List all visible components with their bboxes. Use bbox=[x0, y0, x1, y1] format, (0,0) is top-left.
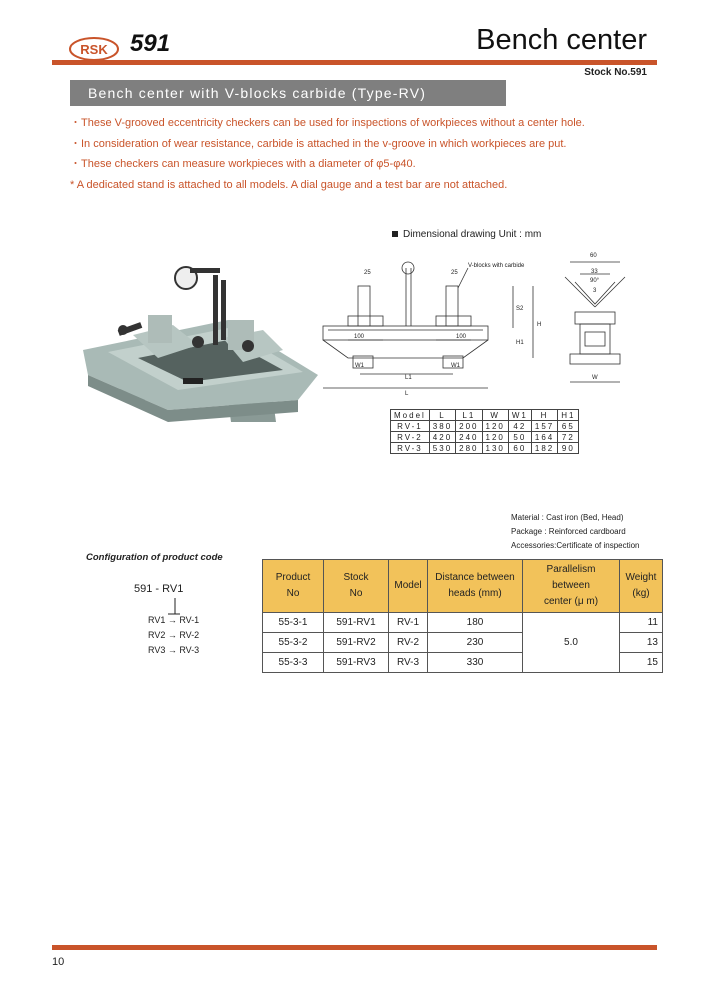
table-header-row: Model L L1 W W1 H H1 bbox=[391, 410, 579, 421]
dim-label-w: W bbox=[592, 375, 598, 381]
dim-label-100b: 100 bbox=[456, 334, 467, 340]
feature-item: ・These V-grooved eccentricity checkers can be used for inspections of workpieces without a center hole. bbox=[70, 117, 585, 129]
square-bullet-icon bbox=[392, 231, 398, 237]
config-title: Configuration of product code bbox=[86, 552, 223, 563]
dim-label-3: 3 bbox=[593, 288, 597, 294]
config-map-item: RV3 → RV-3 bbox=[148, 645, 200, 655]
page-number: 10 bbox=[52, 956, 65, 968]
model-number: 591 bbox=[130, 30, 171, 57]
col-parallelism: Parallelism between center (μ m) bbox=[523, 560, 620, 613]
dim-label-s2: S2 bbox=[516, 306, 524, 312]
section-banner: Bench center with V-blocks carbide (Type-RV) bbox=[70, 80, 506, 106]
feature-item: ・These checkers can measure workpieces with a diameter of φ5-φ40. bbox=[70, 158, 416, 170]
dim-label-l1: L1 bbox=[405, 375, 412, 381]
col-weight: Weight (kg) bbox=[620, 560, 663, 613]
dim-label-h: H bbox=[537, 322, 542, 328]
dim-label-25b: 25 bbox=[451, 270, 458, 276]
dim-label-w1b: W1 bbox=[451, 363, 460, 369]
table-header-row bbox=[263, 560, 663, 613]
feature-item: ・In consideration of wear resistance, carbide is attached in the v-groove in which workpieces are put. bbox=[70, 137, 567, 150]
rsk-logo bbox=[68, 36, 120, 62]
end-view-drawing bbox=[560, 252, 640, 392]
dim-label-33: 33 bbox=[591, 269, 598, 275]
product-photo bbox=[78, 250, 318, 435]
table-row: 55-3-2 591-RV2 RV-2 230 13 bbox=[263, 633, 663, 653]
table-row: RV-3 530 280 130 60 182 90 bbox=[391, 443, 579, 454]
parallelism-value: 5.0 bbox=[523, 613, 620, 673]
table-row: RV-1 380 200 120 42 157 65 bbox=[391, 421, 579, 432]
stock-label: Stock No.591 bbox=[584, 67, 647, 78]
product-table bbox=[262, 559, 663, 673]
feature-item: * A dedicated stand is attached to all models. A dial gauge and a test bar are not attached. bbox=[70, 178, 508, 191]
drawing-title: Dimensional drawing Unit : mm bbox=[392, 229, 541, 240]
config-map-item: RV2 → RV-2 bbox=[148, 630, 200, 640]
dim-label-60: 60 bbox=[590, 253, 597, 259]
accessories-line: Accessories:Certificate of inspection bbox=[511, 541, 640, 550]
dimension-table bbox=[390, 409, 579, 454]
dim-label-90deg: 90° bbox=[590, 278, 600, 284]
table-row: 55-3-1 591-RV1 RV-1 180 5.0 11 bbox=[263, 613, 663, 633]
dim-label-h1: H1 bbox=[516, 340, 524, 346]
config-map bbox=[148, 613, 199, 658]
svg-text:RSK: RSK bbox=[80, 42, 108, 57]
dim-label-w1a: W1 bbox=[355, 363, 364, 369]
material-line: Material : Cast iron (Bed, Head) bbox=[511, 513, 624, 522]
vblocks-label: V-blocks with carbide bbox=[468, 263, 525, 269]
config-map-item: RV1 → RV-1 bbox=[148, 615, 200, 625]
config-code: 591 - RV1 bbox=[134, 583, 184, 595]
materials-info bbox=[511, 511, 640, 553]
footer-rule bbox=[52, 945, 657, 950]
table-row: RV-2 420 240 120 50 164 72 bbox=[391, 432, 579, 443]
dim-label-100a: 100 bbox=[354, 334, 365, 340]
dim-label-l: L bbox=[405, 391, 409, 397]
header-rule bbox=[52, 60, 657, 65]
col-product-no: Product No bbox=[263, 560, 324, 613]
col-model: Model bbox=[389, 560, 428, 613]
page-title: Bench center bbox=[476, 24, 647, 56]
col-stock-no: Stock No bbox=[324, 560, 389, 613]
table-row: 55-3-3 591-RV3 RV-3 330 15 bbox=[263, 653, 663, 673]
feature-list bbox=[70, 113, 670, 195]
package-line: Package : Reinforced cardboard bbox=[511, 527, 626, 536]
dim-label-25a: 25 bbox=[364, 270, 371, 276]
col-distance: Distance between heads (mm) bbox=[428, 560, 523, 613]
